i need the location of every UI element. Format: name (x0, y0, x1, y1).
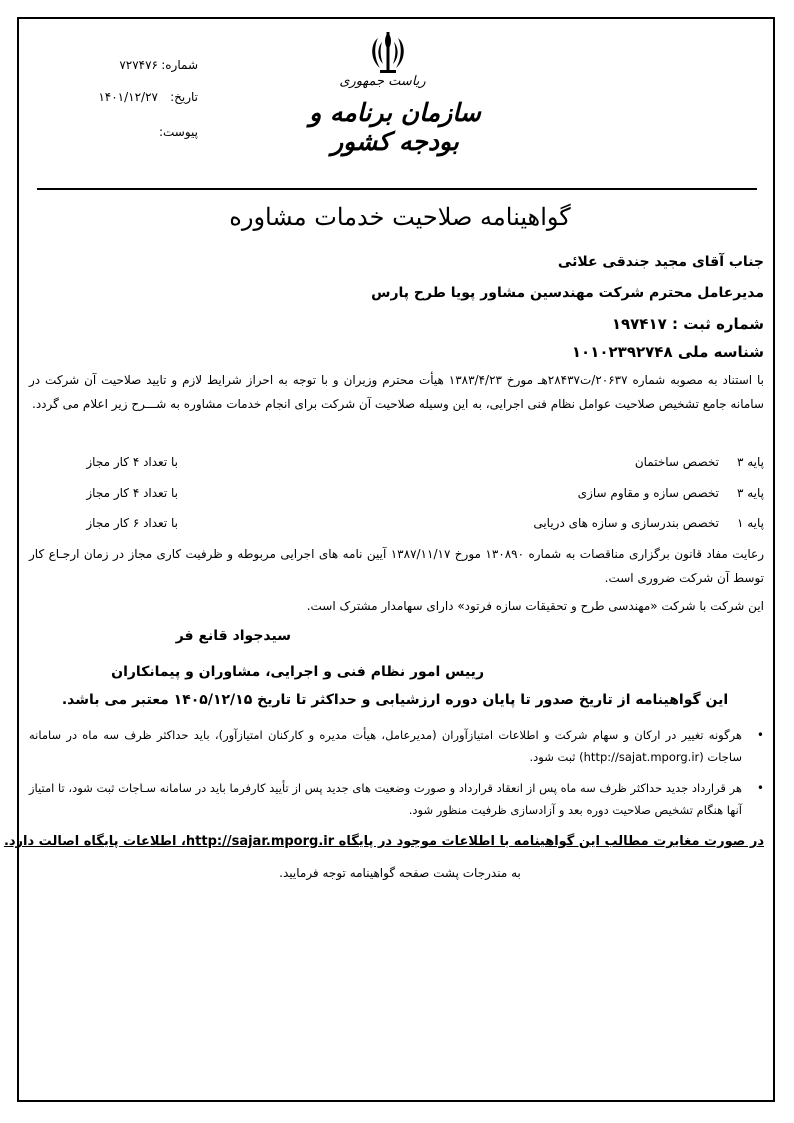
specialty-row (64, 455, 764, 475)
org-name-logo: سازمان برنامه و بودجه کشور (309, 98, 481, 156)
specialty-row (64, 486, 764, 506)
letter-attachment-label: پیوست: (158, 125, 198, 139)
addressee-name: جناب آقای مجید جندقی علائی (557, 254, 764, 270)
shareholder-note: این شرکت با شرکت «مهندسی طرح و تحقیقات سازه فرتود» دارای سهامدار مشترک است. (306, 599, 764, 613)
bullet-icon: • (756, 728, 764, 742)
list-item (29, 777, 764, 821)
header-divider (37, 188, 757, 190)
specialty-count: با تعداد ۴ کار مجاز (86, 455, 178, 469)
specialty-row (64, 516, 764, 536)
letter-date-value: ۱۴۰۱/۱۲/۲۷ (98, 90, 158, 104)
letter-number-value: ۷۲۷۴۷۶ (119, 58, 158, 72)
bullet-text: هرگونه تغییر در ارکان و سهام شرکت و اطلاعات امتیازآوران (مدیرعامل، هیأت مدیره و کارکنان امتیازآور)، باید حداکثر ظرف سه ماه در سامانه ساجات (http://sajat.mporg.ir) ثبت شود. (29, 728, 742, 764)
validity-statement: این گواهینامه از تاریخ صدور تا پایان دوره ارزشیابی و حداکثر تا تاریخ ۱۴۰۵/۱۲/۱۵ معتبر می باشد. (61, 692, 729, 708)
specialty-base: پایه ۳ (736, 486, 764, 500)
bullet-text: هر قرارداد جدید حداکثر ظرف سه ماه پس از انعقاد قرارداد و صورت وضعیت های جدید پس از تأیید کارفرما باید در سامانه سـاجات ثبت شود، تا امتیاز آنها هنگام تشخیص صلاحیت دوره بعد و آزادسازی ظرفیت منظور شود. (29, 781, 742, 817)
signer-position: رییس امور نظام فنی و اجرایی، مشاوران و پیمانکاران (111, 664, 484, 680)
specialty-base: پایه ۱ (736, 516, 764, 530)
registration-number: شماره ثبت : ۱۹۷۴۱۷ (611, 315, 764, 333)
back-page-note: به مندرجات پشت صفحه گواهینامه توجه فرمایید. (279, 866, 521, 880)
signer-name: سیدجواد قانع فر (175, 628, 291, 644)
specialty-base: پایه ۳ (736, 455, 764, 469)
iran-emblem-icon (360, 28, 416, 76)
specialty-count: با تعداد ۶ کار مجاز (86, 516, 178, 530)
letter-number-label: شماره: (161, 58, 198, 72)
list-item (29, 724, 764, 768)
letter-date-label: تاریخ: (170, 90, 198, 104)
document-title: گواهینامه صلاحیت خدمات مشاوره (229, 203, 571, 231)
intro-paragraph: با استناد به مصوبه شماره ۲۰۶۳۷/ت۲۸۴۳۷هـ مورخ ۱۳۸۳/۴/۲۳ هیأت محترم وزیران و با توجه به احراز شرایط لازم و تایید صلاحیت آن شرکت در سامانه جامع تشخیص صلاحیت عوامل نظام فنی اجرایی، به این وسیله صلاحیت آن شرکت برای انجام خدمات مشاوره به شـــرح زیر اعلام می گردد. (29, 373, 765, 411)
bullet-icon: • (756, 781, 764, 795)
discrepancy-warning[interactable]: در صورت مغایرت مطالب این گواهینامه با اطلاعات موجود در پایگاه http://sajar.mporg.ir، اطلاعات پایگاه اصالت دارد. (3, 834, 764, 849)
addressee-position: مدیرعامل محترم شرکت مهندسین مشاور پویا طرح پارس (371, 285, 764, 301)
specialty-count: با تعداد ۴ کار مجاز (86, 486, 178, 500)
specialty-field: تخصص سازه و مقاوم سازی (577, 486, 719, 500)
presidency-text: ریاست جمهوری (339, 74, 426, 89)
specialty-field: تخصص ساختمان (634, 455, 719, 469)
national-id: شناسه ملی ۱۰۱۰۲۳۹۲۷۴۸ (571, 343, 764, 361)
specialty-field: تخصص بندرسازی و سازه های دریایی (533, 516, 719, 530)
compliance-paragraph: رعایت مفاد قانون برگزاری مناقصات به شماره ۱۳۰۸۹۰ مورخ ۱۳۸۷/۱۱/۱۷ آیین نامه های اجرایی مربوطه و ظرفیت کاری مجاز در زمان ارجـاع کار توسط آن شرکت ضروری است. (29, 547, 764, 585)
